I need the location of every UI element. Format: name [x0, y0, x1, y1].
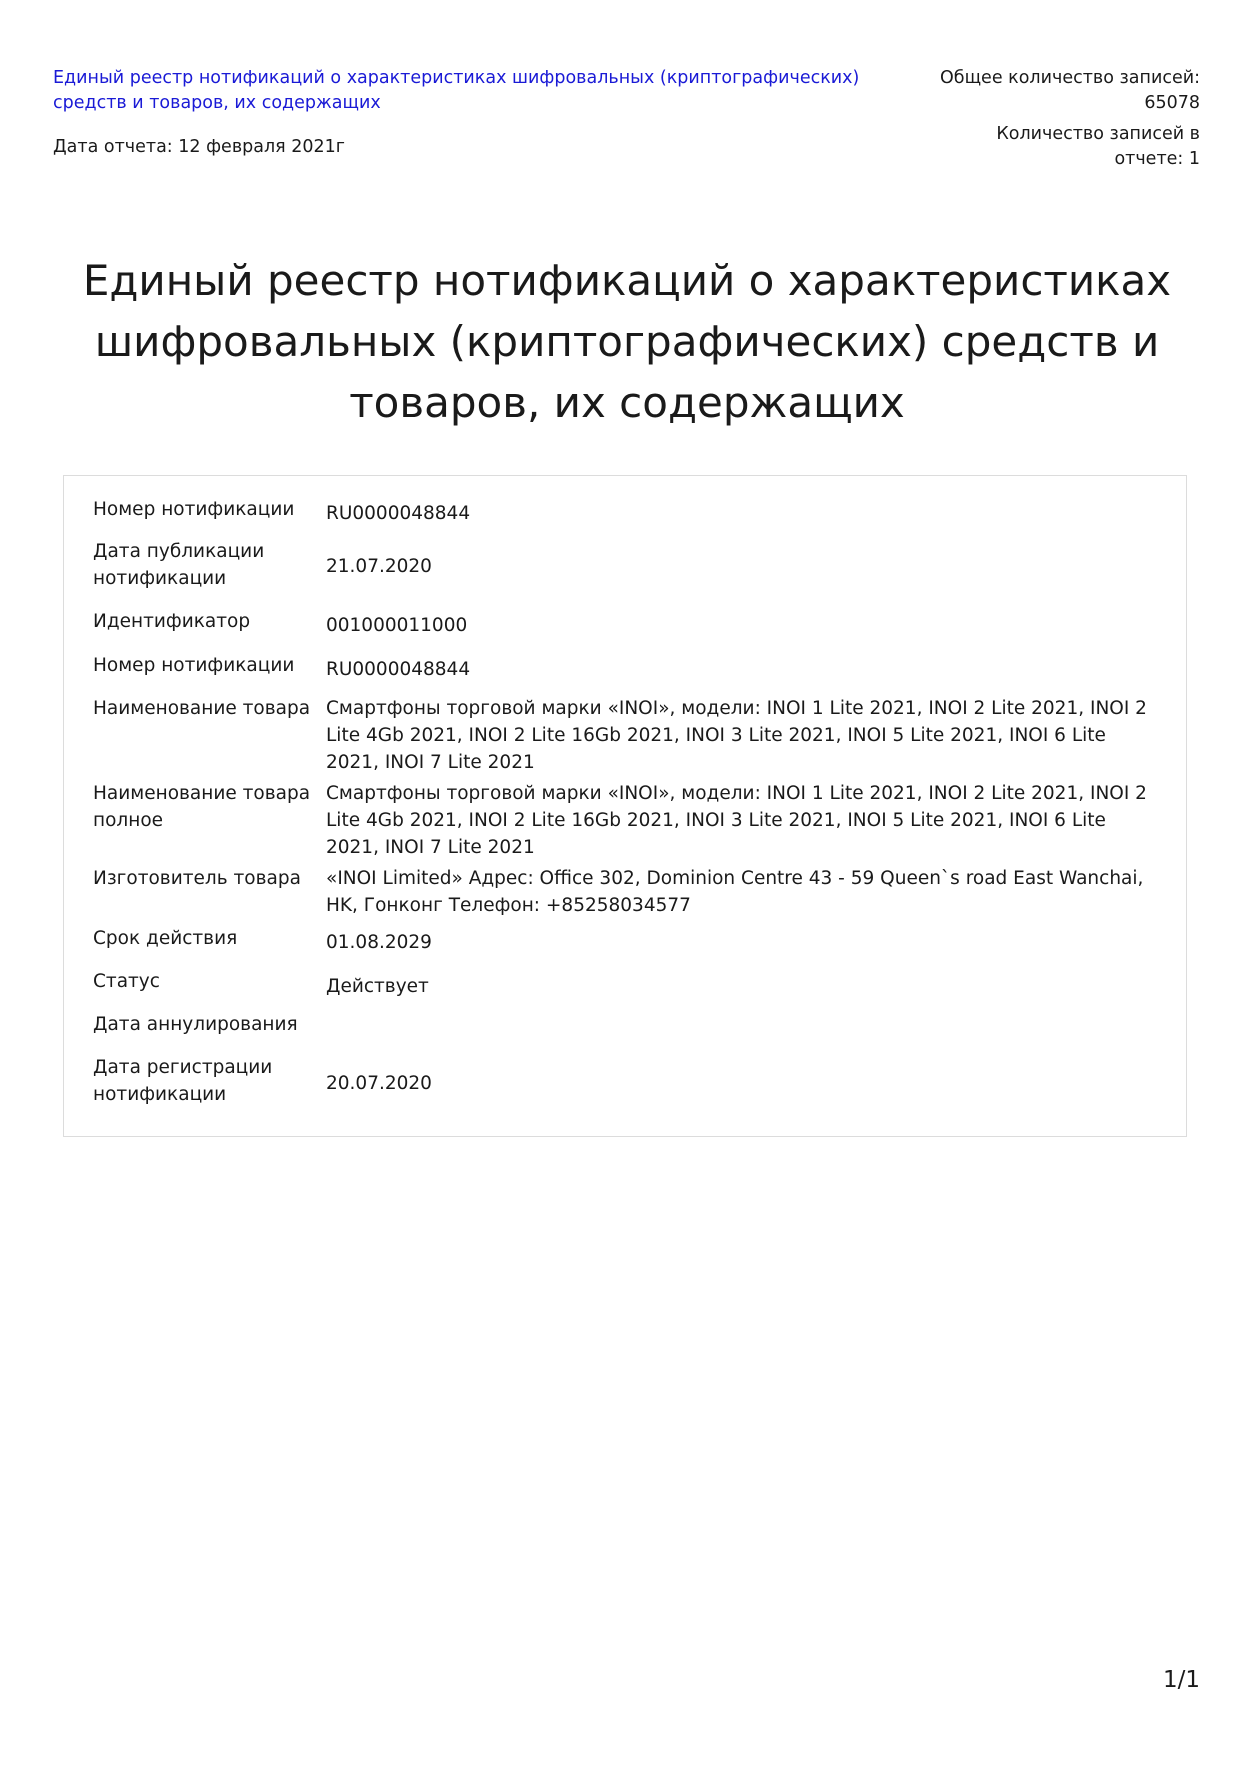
field-value: 01.08.2029: [326, 932, 432, 953]
report-date: Дата отчета: 12 февраля 2021г: [53, 137, 345, 157]
field-value: 20.07.2020: [326, 1073, 432, 1094]
field-value: 001000011000: [326, 615, 468, 636]
field-value: RU0000048844: [326, 503, 471, 524]
page-title: Единый реестр нотификаций о характеристиках шифровальных (криптографических) средств и товаров, их содержащих: [82, 256, 1172, 427]
notification-record-card: [63, 475, 1187, 1137]
field-label: Изготовитель товара: [93, 868, 301, 889]
registry-header-link[interactable]: Единый реестр нотификаций о характеристиках шифровальных (криптографических) средств и товаров, их содержащих: [53, 68, 860, 113]
field-value: 21.07.2020: [326, 556, 432, 577]
field-value: Смартфоны торговой марки «INOI», модели: INOI 1 Lite 2021, INOI 2 Lite 2021, INOI 2 Lite 4Gb 2021, INOI 2 Lite 16Gb 2021, INOI 3 Lite 2021, INOI 5 Lite 2021, INOI 6 Lite 2021, INOI 7 Lite 2021: [326, 698, 1147, 773]
field-label: Статус: [93, 971, 160, 992]
field-label: Дата публикации нотификации: [93, 541, 265, 589]
field-label: Номер нотификации: [93, 655, 295, 676]
field-value: RU0000048844: [326, 659, 471, 680]
field-label: Срок действия: [93, 928, 238, 949]
page-number: 1/1: [1162, 1667, 1200, 1693]
report-records-count: Количество записей в отчете: 1: [996, 124, 1200, 169]
field-value: «INOI Limited» Адрес: Office 302, Dominion Centre 43 - 59 Queen`s road East Wanchai, HK, Гонконг Телефон: +85258034577: [326, 868, 1144, 916]
field-label: Наименование товара: [93, 698, 311, 719]
total-records-count: Общее количество записей: 65078: [940, 68, 1200, 113]
field-label: Номер нотификации: [93, 499, 295, 520]
field-label: Дата аннулирования: [93, 1014, 298, 1035]
field-label: Идентификатор: [93, 611, 251, 632]
field-label: Наименование товара полное: [93, 783, 311, 831]
field-value: Смартфоны торговой марки «INOI», модели: INOI 1 Lite 2021, INOI 2 Lite 2021, INOI 2 Lite 4Gb 2021, INOI 2 Lite 16Gb 2021, INOI 3 Lite 2021, INOI 5 Lite 2021, INOI 6 Lite 2021, INOI 7 Lite 2021: [326, 783, 1147, 858]
status-value: Действует: [326, 976, 429, 997]
field-label: Дата регистрации нотификации: [93, 1057, 273, 1105]
